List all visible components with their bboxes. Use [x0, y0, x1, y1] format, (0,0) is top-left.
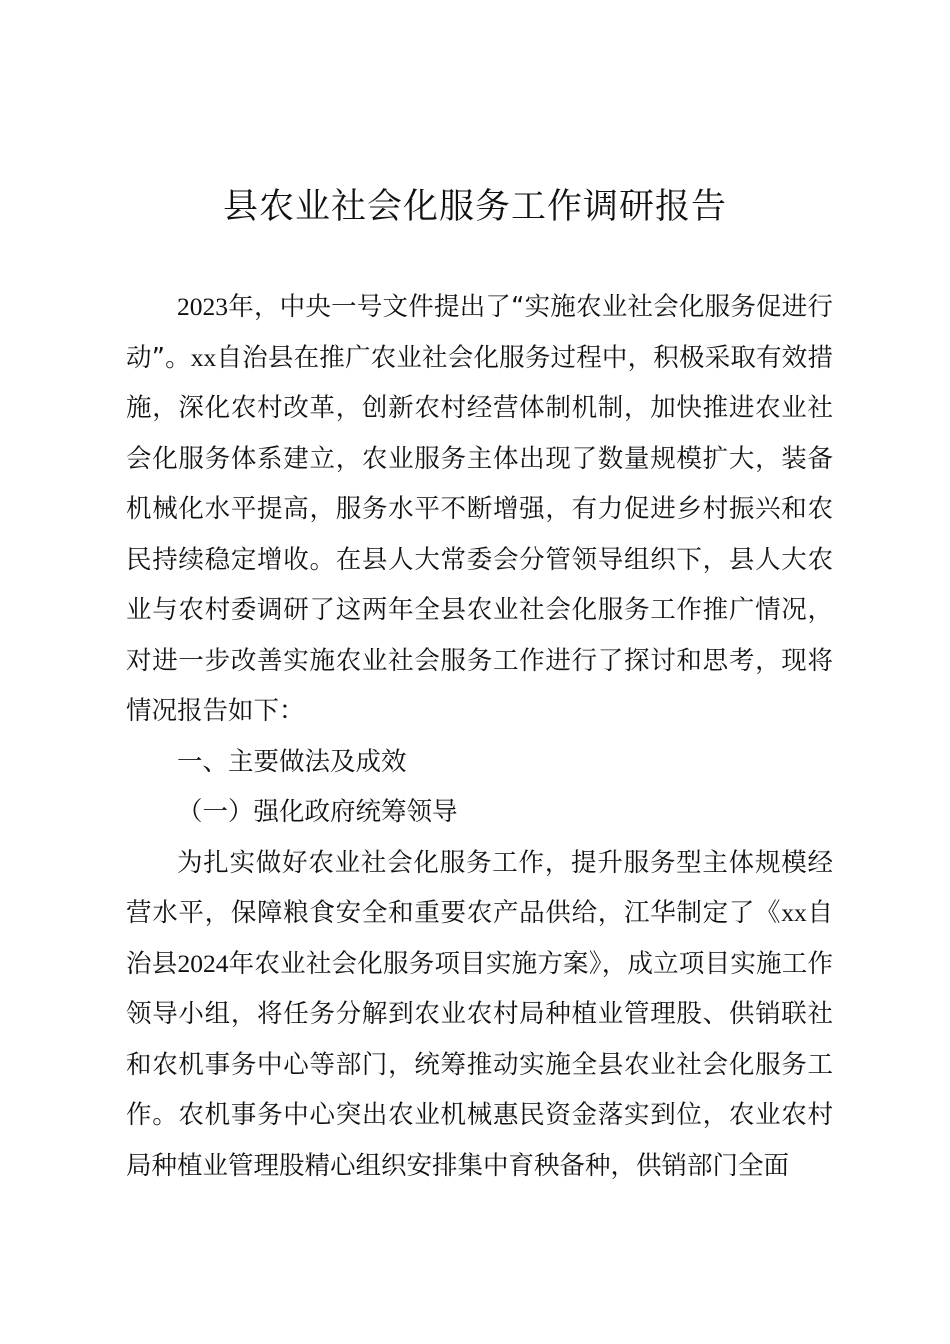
- document-body: [126, 282, 833, 1191]
- subsection-heading-1: （一）强化政府统筹领导: [177, 797, 458, 827]
- section-heading-1: 一、主要做法及成效: [177, 746, 407, 777]
- document-title: 县农业社会化服务工作调研报告: [222, 187, 727, 227]
- intro-paragraph: 2023年，中央一号文件提出了“实施农业社会化服务促进行动”。xx自治县在推广农业社会化服务过程中，积极采取有效措施，深化农村改革，创新农村经营体制机制，加快推进农业社会化服务体系建立，农业服务主体出现了数量规模扩大，装备机械化水平提高，服务水平不断增强，有力促进乡村振兴和农民持续稳定增收。在县人大常委会分管领导组织下，县人大农业与农村委调研了这两年全县农业社会化服务工作推广情况，对进一步改善实施农业社会服务工作进行了探讨和思考，现将情况报告如下：: [126, 292, 833, 726]
- subsection-1-paragraph: 为扎实做好农业社会化服务工作，提升服务型主体规模经营水平，保障粮食安全和重要农产品供给，江华制定了《xx自治县2024年农业社会化服务项目实施方案》，成立项目实施工作领导小组，将任务分解到农业农村局种植业管理股、供销联社和农机事务中心等部门，统筹推动实施全县农业社会化服务工作。农机事务中心突出农业机械惠民资金落实到位，农业农村局种植业管理股精心组织安排集中育秧备种，供销部门全面: [126, 847, 833, 1181]
